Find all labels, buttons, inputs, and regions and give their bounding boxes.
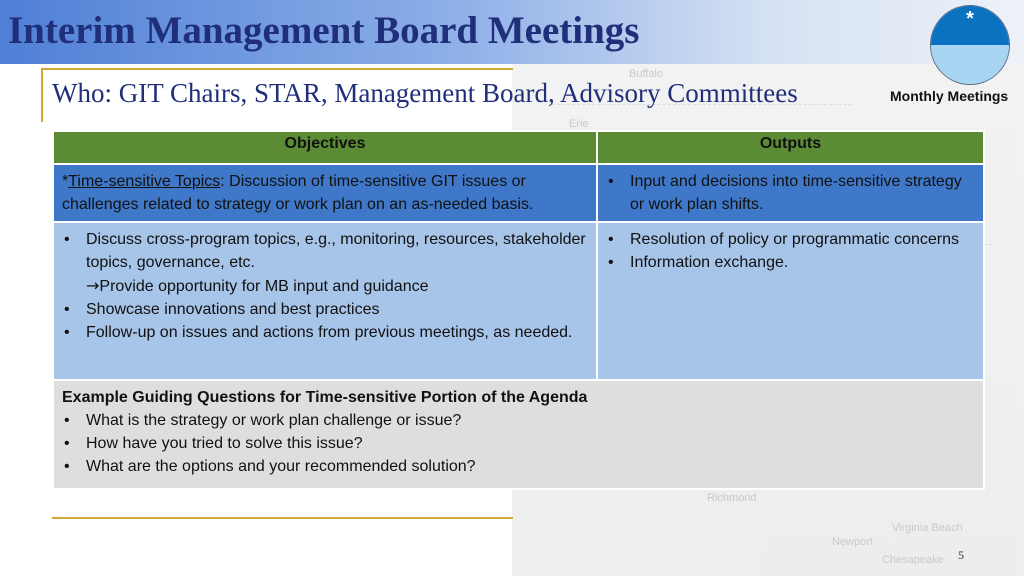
list-item: • Input and decisions into time-sensitive strategy or work plan shifts. bbox=[606, 170, 975, 216]
accent-bar bbox=[41, 68, 43, 122]
sub-point bbox=[86, 274, 588, 298]
list-item bbox=[62, 228, 588, 298]
map-label: Richmond bbox=[707, 492, 757, 504]
sub-point-text: Provide opportunity for MB input and guidance bbox=[99, 278, 429, 295]
guiding-questions-cell bbox=[53, 380, 984, 489]
list-item: • Information exchange. bbox=[606, 251, 975, 274]
list-item: • Resolution of policy or programmatic concerns bbox=[606, 228, 975, 251]
badge-bottom-half bbox=[931, 45, 1009, 84]
table-row bbox=[53, 380, 984, 489]
objectives-outputs-table bbox=[52, 130, 985, 490]
asterisk-marker: * bbox=[62, 173, 69, 190]
list-item: • How have you tried to solve this issue? bbox=[62, 432, 975, 455]
asterisk-icon: * bbox=[966, 8, 974, 30]
frequency-label: Monthly Meetings bbox=[890, 88, 1009, 104]
output-cell bbox=[597, 222, 984, 380]
subtitle: Who: GIT Chairs, STAR, Management Board, Advisory Committees bbox=[52, 78, 798, 108]
list-item: • What is the strategy or work plan challenge or issue? bbox=[62, 409, 975, 432]
time-sensitive-topics-link[interactable]: Time-sensitive Topics bbox=[68, 173, 221, 190]
objective-cell bbox=[53, 164, 597, 222]
page-title: Interim Management Board Meetings bbox=[8, 9, 640, 52]
objective-cell bbox=[53, 222, 597, 380]
list-item: • What are the options and your recommended solution? bbox=[62, 455, 975, 478]
meeting-badge bbox=[930, 5, 1010, 85]
output-cell bbox=[597, 164, 984, 222]
list-item: • Follow-up on issues and actions from previous meetings, as needed. bbox=[62, 321, 588, 344]
outputs-header: Outputs bbox=[597, 131, 984, 164]
map-label: Chesapeake bbox=[882, 554, 944, 566]
guiding-questions-heading: Example Guiding Questions for Time-sensitive Portion of the Agenda bbox=[62, 389, 588, 406]
map-label: Erie bbox=[569, 118, 589, 130]
objective-text: : Discussion of time-sensitive GIT issues or challenges related to strategy or work plan on an as-needed basis. bbox=[62, 173, 534, 213]
table-row bbox=[53, 222, 984, 380]
bottom-divider bbox=[52, 517, 513, 519]
map-label: Virginia Beach bbox=[892, 522, 963, 534]
map-label: Newport bbox=[832, 536, 873, 548]
list-item: • Showcase innovations and best practices bbox=[62, 298, 588, 321]
table-header-row bbox=[53, 131, 984, 164]
table-row bbox=[53, 164, 984, 222]
page-number: 5 bbox=[958, 548, 964, 562]
list-item-text: Discuss cross-program topics, e.g., monitoring, resources, stakeholder topics, governance, etc. bbox=[86, 231, 586, 271]
arrow-right-icon: → bbox=[86, 276, 100, 295]
top-divider bbox=[43, 68, 513, 70]
objectives-header: Objectives bbox=[53, 131, 597, 164]
map-label: Buffalo bbox=[629, 68, 664, 80]
